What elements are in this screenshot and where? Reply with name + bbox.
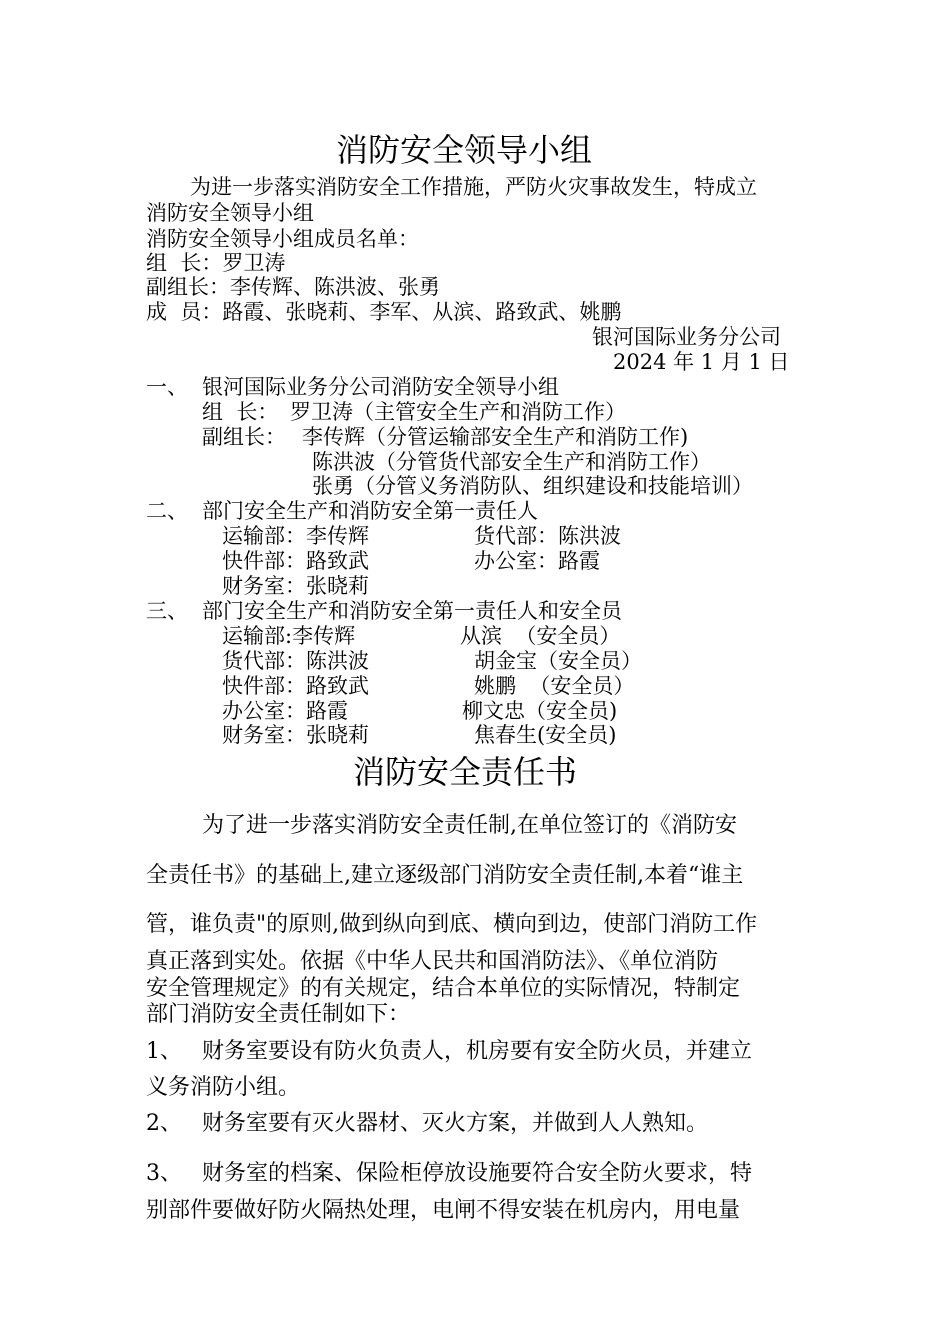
section3-row4-right: 柳文忠（安全员) xyxy=(462,699,618,723)
item1-num: 1、 xyxy=(146,1039,182,1064)
item1-line2: 义务消防小组。 xyxy=(146,1075,301,1100)
item1-line1: 财务室要设有防火负责人，机房要有安全防火员，并建立 xyxy=(202,1039,753,1064)
section3-row3-left: 快件部：路致武 xyxy=(222,674,369,698)
section2-row1-left: 运输部：李传辉 xyxy=(222,524,369,548)
section2-row2-right: 办公室：路霞 xyxy=(474,549,600,573)
section3-num: 三、 xyxy=(146,599,188,623)
leader-line: 组 长：罗卫涛 xyxy=(146,251,286,275)
section3-row5-left: 财务室：张晓莉 xyxy=(222,723,369,747)
section3-row3-right: 姚鹏 （安全员） xyxy=(474,674,635,698)
section2-row3-left: 财务室：张晓莉 xyxy=(222,574,369,598)
intro-line1: 为进一步落实消防安全工作措施，严防火灾事故发生，特成立 xyxy=(190,175,757,199)
item3-num: 3、 xyxy=(146,1161,182,1186)
section1-deputy-label: 副组长： xyxy=(202,425,286,449)
section1-heading: 银河国际业务分公司消防安全领导小组 xyxy=(202,375,559,399)
section2-heading: 部门安全生产和消防安全第一责任人 xyxy=(202,499,538,523)
resp-p1-line5: 安全管理规定》的有关规定，结合本单位的实际情况，特制定 xyxy=(146,976,741,1001)
section3-heading: 部门安全生产和消防安全第一责任人和安全员 xyxy=(202,599,622,623)
section2-num: 二、 xyxy=(146,499,188,523)
section3-row2-left: 货代部：陈洪波 xyxy=(222,649,369,673)
deputies-line: 副组长：李传辉、陈洪波、张勇 xyxy=(146,275,440,299)
members-line: 成 员：路霞、张晓莉、李军、从滨、路致武、姚鹏 xyxy=(146,300,622,324)
item3-line2: 别部件要做好防火隔热处理，电闸不得安装在机房内，用电量 xyxy=(146,1198,741,1223)
section1-num: 一、 xyxy=(146,375,188,399)
item3-line1: 财务室的档案、保险柜停放设施要符合安全防火要求，特 xyxy=(202,1161,753,1186)
item2-num: 2、 xyxy=(146,1111,182,1136)
section3-row1-right: 从滨 （安全员） xyxy=(460,624,621,648)
item2-line1: 财务室要有灭火器材、灭火方案，并做到人人熟知。 xyxy=(202,1111,709,1136)
resp-p1-line2: 全责任书》的基础上,建立逐级部门消防安全责任制,本着“谁主 xyxy=(146,863,744,888)
roster-heading: 消防安全领导小组成员名单： xyxy=(146,227,419,251)
section1-deputy3: 张勇（分管义务消防队、组织建设和技能培训） xyxy=(312,474,753,498)
section1-deputy1: 李传辉（分管运输部安全生产和消防工作) xyxy=(302,425,689,449)
resp-p1-line6: 部门消防安全责任制如下： xyxy=(146,1002,411,1027)
org-name: 银河国际业务分公司 xyxy=(592,325,781,349)
section3-row1-left: 运输部:李传辉 xyxy=(222,624,356,648)
section2-row1-right: 货代部：陈洪波 xyxy=(474,524,621,548)
resp-p1-line3: 管，谁负责"的原则,做到纵向到底、横向到边，使部门消防工作 xyxy=(146,912,758,937)
section3-row2-right: 胡金宝（安全员） xyxy=(474,649,642,673)
section1-deputy2: 陈洪波（分管货代部安全生产和消防工作） xyxy=(312,450,711,474)
section1-leader-label: 组 长： xyxy=(202,400,279,424)
responsibility-title: 消防安全责任书 xyxy=(353,753,578,791)
section1-leader: 罗卫涛（主管安全生产和消防工作） xyxy=(290,400,626,424)
section3-row5-right: 焦春生(安全员) xyxy=(474,723,617,747)
group-title: 消防安全领导小组 xyxy=(336,131,593,169)
resp-p1-line1: 为了进一步落实消防安全责任制,在单位签订的《消防安 xyxy=(202,813,737,838)
resp-p1-line4: 真正落到实处。依据《中华人民共和国消防法》、《单位消防 xyxy=(146,949,719,974)
issue-date: 2024 年 1 月 1 日 xyxy=(613,350,790,374)
section2-row2-left: 快件部：路致武 xyxy=(222,549,369,573)
section3-row4-left: 办公室：路霞 xyxy=(222,699,348,723)
intro-line2: 消防安全领导小组 xyxy=(146,201,314,225)
